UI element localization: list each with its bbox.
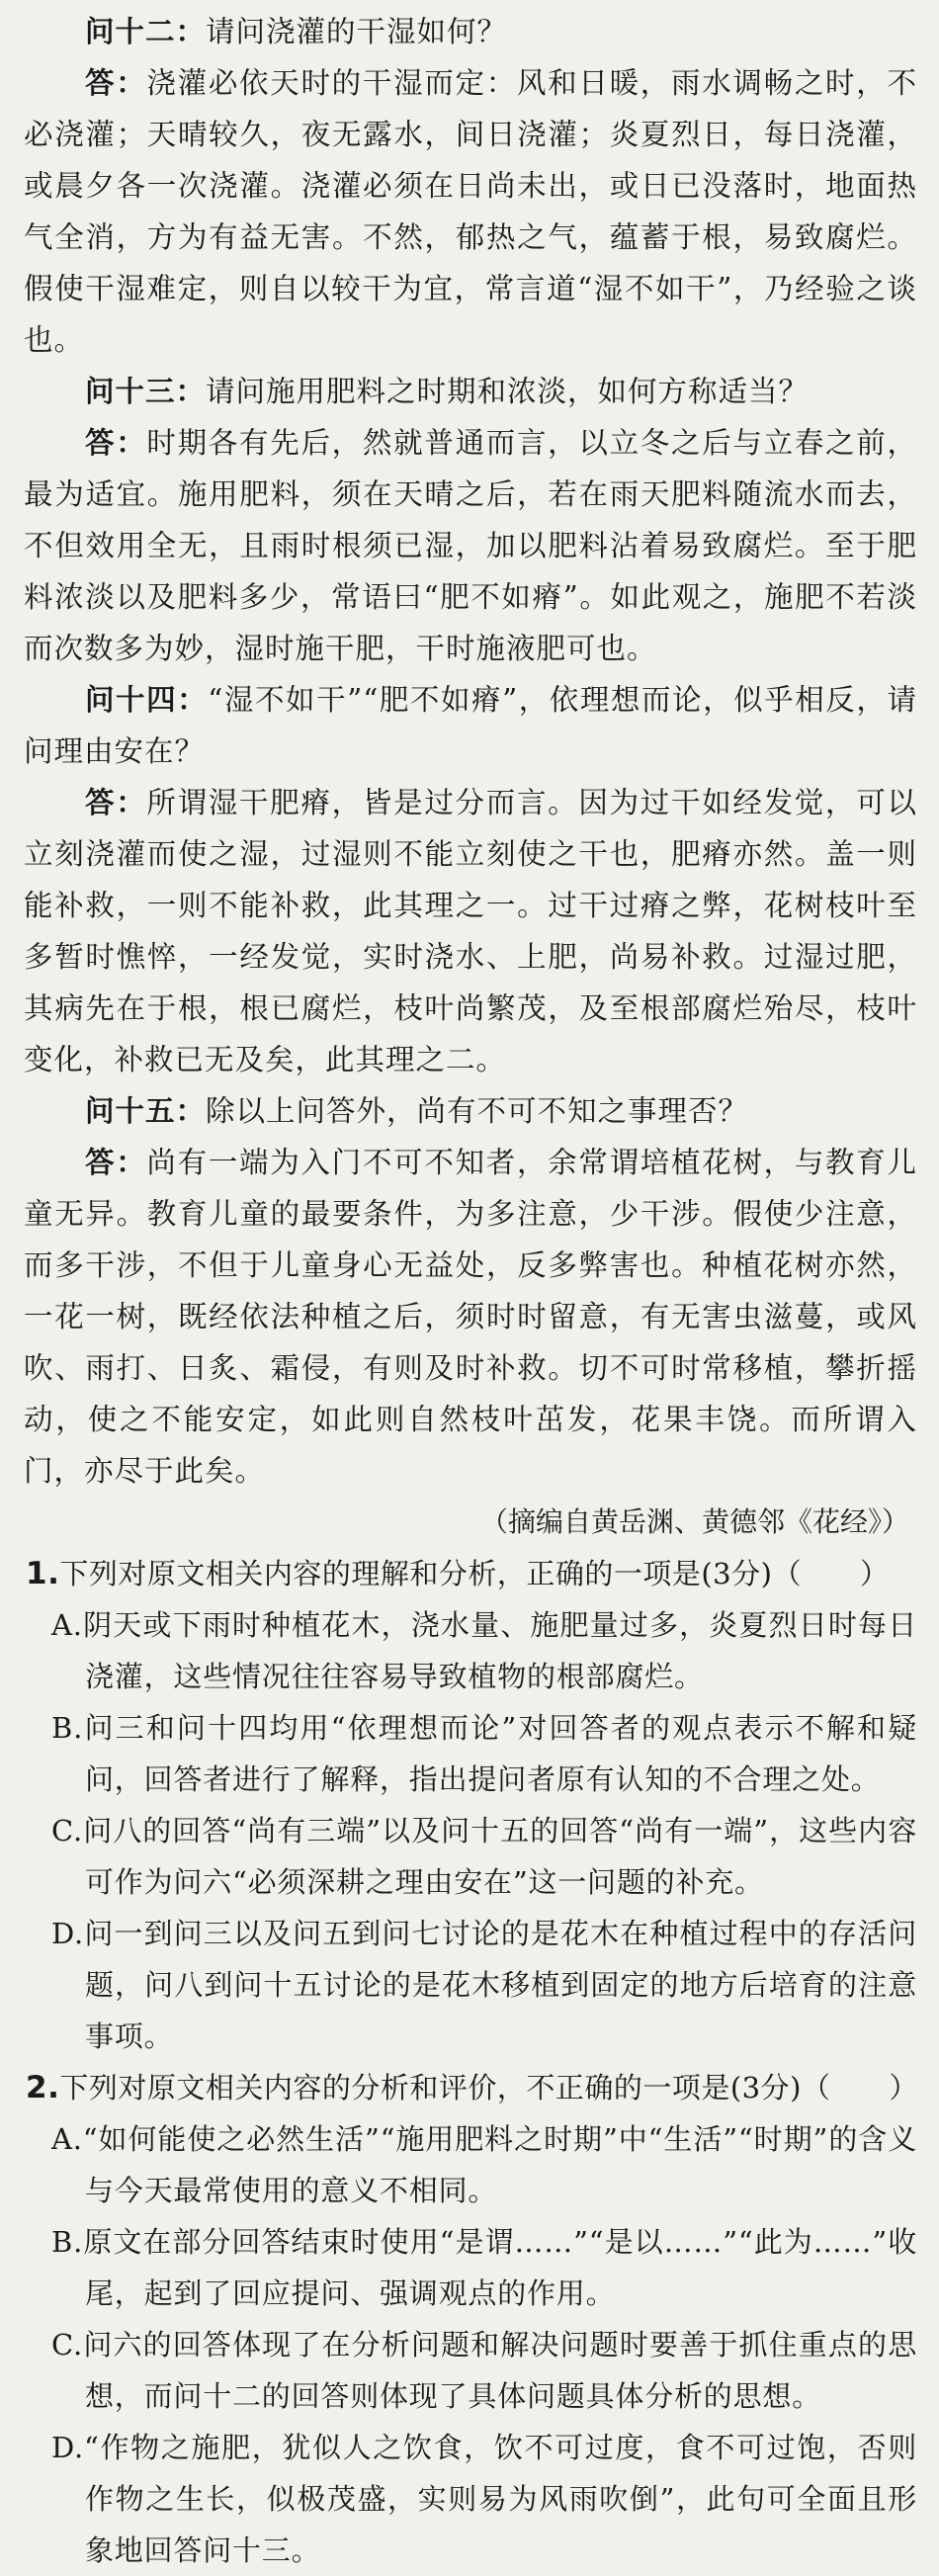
answer-14 — [24, 777, 917, 1085]
question-number: 1. — [26, 1556, 60, 1591]
option-a: A.阴天或下雨时种植花木，浇水量、施肥量过多，炎夏烈日时每日浇灌，这些情况往往容易导致植物的根部腐烂。 — [51, 1608, 917, 1693]
question-15 — [24, 1085, 917, 1137]
answer-label: 答： — [85, 1146, 147, 1179]
answer-12 — [24, 57, 917, 366]
exam-question-2 — [24, 2062, 917, 2113]
option-b: B.问三和问十四均用“依理想而论”对回答者的观点表示不解和疑问，回答者进行了解释，指出提问者原有认知的不合理之处。 — [51, 1711, 917, 1796]
option-d: D.问一到问三以及问五到问七讨论的是花木在种植过程中的存活问题，问八到问十五讨论的是花木移植到固定的地方后培育的注意事项。 — [51, 1917, 917, 2053]
question-stem: 下列对原文相关内容的分析和评价，不正确的一项是(3分)（ ） — [59, 2071, 918, 2104]
question-text: 除以上问答外，尚有不可不知之事理否？ — [206, 1094, 749, 1128]
option-a: A.“如何能使之必然生活”“施用肥料之时期”中“生活”“时期”的含义与今天最常使用的意义不相同。 — [51, 2122, 917, 2207]
question-label: 问十五： — [85, 1094, 207, 1128]
question-12 — [24, 6, 917, 57]
option-c: C.问六的回答体现了在分析问题和解决问题时要善于抓住重点的思想，而问十二的回答则体现了具体问题具体分析的思想。 — [51, 2328, 917, 2413]
question-label: 问十三： — [85, 375, 207, 408]
question-text: 请问施用肥料之时期和浓淡，如何方称适当？ — [206, 375, 810, 408]
question-text: 请问浇灌的干湿如何？ — [206, 15, 508, 48]
option-c: C.问八的回答“尚有三端”以及问十五的回答“尚有一端”，这些内容可作为问六“必须深耕之理由安在”这一问题的补充。 — [51, 1814, 917, 1899]
question-stem: 下列对原文相关内容的理解和分析，正确的一项是(3分)（ ） — [59, 1557, 890, 1590]
source-citation: （摘编自黄岳渊、黄德邻《花经》） — [479, 1505, 909, 1538]
answer-label: 答： — [85, 426, 147, 460]
answer-text: 时期各有先后，然就普通而言，以立冬之后与立春之前，最为适宜。施用肥料，须在天晴之后，若在雨天肥料随流水而去，不但效用全无，且雨时根须已湿，加以肥料沾着易致腐烂。至于肥料浓淡以及肥料多少，常语曰“肥不如瘠”。如此观之，施肥不若淡而次数多为妙，湿时施干肥，干时施液肥可也。 — [24, 426, 917, 665]
answer-text: 所谓湿干肥瘠，皆是过分而言。因为过干如经发觉，可以立刻浇灌而使之湿，过湿则不能立刻使之干也，肥瘠亦然。盖一则能补救，一则不能补救，此其理之一。过干过瘠之弊，花树枝叶至多暂时憔悴，一经发觉，实时浇水、上肥，尚易补救。过湿过肥，其病先在于根，根已腐烂，枝叶尚繁茂，及至根部腐烂殆尽，枝叶变化，补救已无及矣，此其理之二。 — [24, 786, 917, 1076]
answer-13 — [24, 417, 917, 674]
question-13 — [24, 366, 917, 417]
answer-text: 浇灌必依天时的干湿而定：风和日暖，雨水调畅之时，不必浇灌；天晴较久，夜无露水，间日浇灌；炎夏烈日，每日浇灌，或晨夕各一次浇灌。浇灌必须在日尚未出，或日已没落时，地面热气全消，方为有益无害。不然，郁热之气，蕴蓄于根，易致腐烂。假使干湿难定，则自以较干为宜，常言道“湿不如干”，乃经验之谈也。 — [24, 66, 917, 357]
option-b: B.原文在部分回答结束时使用“是谓……”“是以……”“此为……”收尾，起到了回应提问、强调观点的作用。 — [51, 2225, 917, 2310]
answer-text: 尚有一端为入门不可不知者，余常谓培植花树，与教育儿童无异。教育儿童的最要条件，为多注意，少干涉。假使少注意，而多干涉，不但于儿童身心无益处，反多弊害也。种植花树亦然，一花一树，既经依法种植之后，须时时留意，有无害虫滋蔓，或风吹、雨打、日炙、霜侵，有则及时补救。切不可时常移植，攀折摇动，使之不能安定，如此则自然枝叶茁发，花果丰饶。而所谓入门，亦尽于此矣。 — [24, 1146, 917, 1488]
question-text: “湿不如干”“肥不如瘠”，依理想而论，似乎相反，请问理由安在？ — [24, 683, 917, 768]
question-label: 问十四： — [85, 683, 209, 717]
question-number: 2. — [26, 2070, 60, 2105]
answer-label: 答： — [85, 786, 147, 819]
answer-15 — [24, 1137, 917, 1497]
answer-label: 答： — [85, 66, 147, 100]
question-14 — [24, 674, 917, 777]
question-label: 问十二： — [85, 15, 207, 48]
option-d: D.“作物之施肥，犹似人之饮食，饮不可过度，食不可过饱，否则作物之生长，似极茂盛，实则易为风雨吹倒”，此句可全面且形象地回答问十三。 — [51, 2431, 917, 2567]
exam-question-1 — [24, 1548, 917, 1599]
